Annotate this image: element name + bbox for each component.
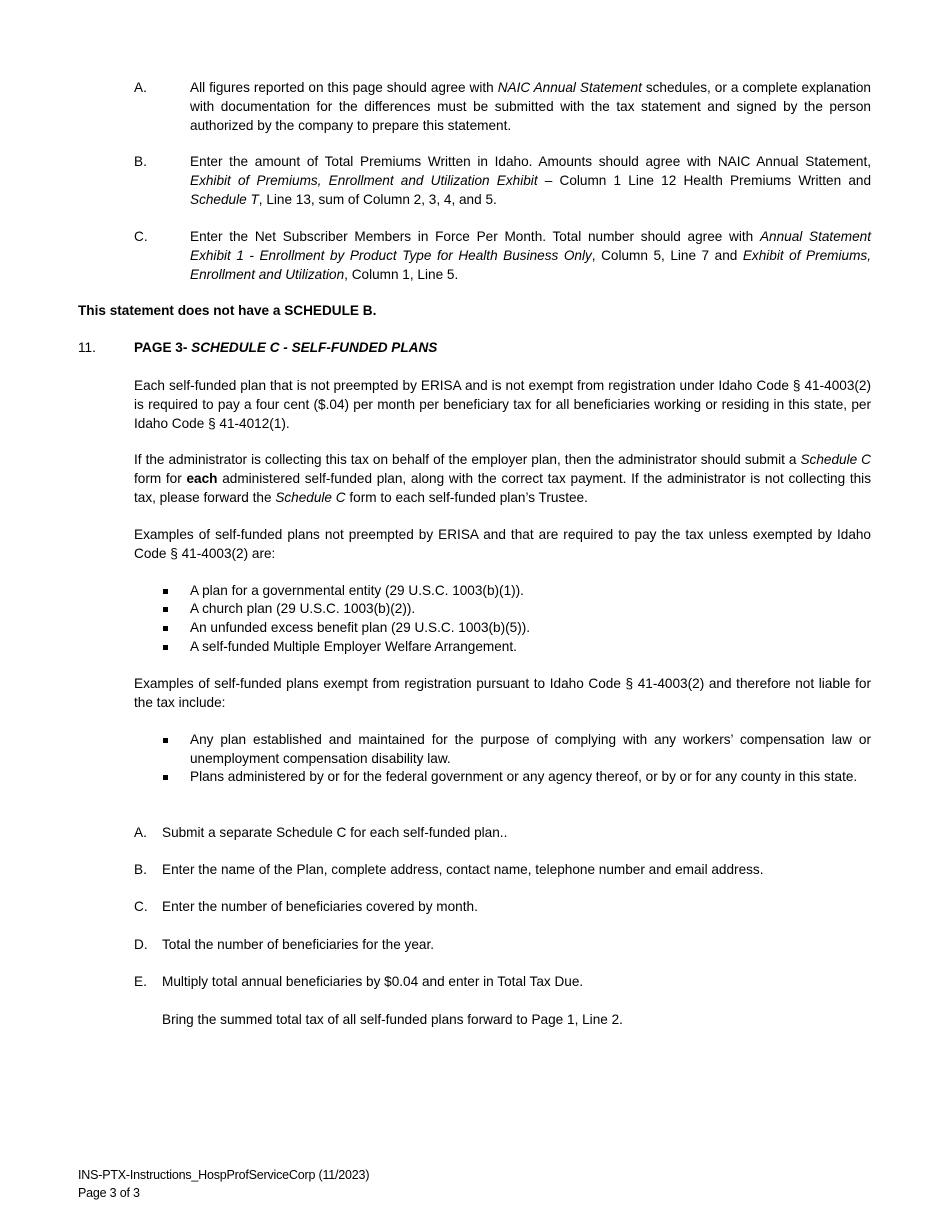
item-letter-a: A. <box>134 80 147 95</box>
paragraph-tax-requirement: Each self-funded plan that is not preempted by ERISA and is not exempt from registration under Idaho Code § 41-4003(2) is required to pay a four cent ($.04) per month per beneficiary tax for all beneficiaries working or residing in this state, per Idaho Code § 41-4012(1). <box>134 378 871 431</box>
item-letter-b: B. <box>134 154 147 169</box>
step-letter-e: E. <box>134 974 147 989</box>
bullet-square-icon <box>163 775 168 780</box>
list-item: A self-funded Multiple Employer Welfare Arrangement. <box>190 639 517 654</box>
step-letter-b: B. <box>134 862 147 877</box>
item-letter-c: C. <box>134 229 148 244</box>
step-text: Enter the name of the Plan, complete address, contact name, telephone number and email address. <box>162 862 764 877</box>
list-item: A plan for a governmental entity (29 U.S.C. 1003(b)(1)). <box>190 583 524 598</box>
list-item: An unfunded excess benefit plan (29 U.S.C. 1003(b)(5)). <box>190 620 531 635</box>
section-number: 11. <box>78 340 96 355</box>
no-schedule-b-note: This statement does not have a SCHEDULE B. <box>78 303 377 318</box>
list-item: Plans administered by or for the federal government or any agency thereof, or by or for any county in this state. <box>190 769 858 784</box>
list-item: Any plan established and maintained for the purpose of complying with any workers’ compensation law or unemployment compensation disability law. <box>190 732 871 766</box>
item-a-text: All figures reported on this page should agree with NAIC Annual Statement schedules, or a complete explanation with documentation for the differences must be submitted with the tax statement and signed by the person authorized by the company to prepare this statement. <box>190 80 871 133</box>
bullet-square-icon <box>163 738 168 743</box>
item-c-text: Enter the Net Subscriber Members in Force Per Month. Total number should agree with Annual Statement Exhibit 1 - Enrollment by Product Type for Health Business Only, Column 5, Line 7 and Exhibit of Premiums, Enrollment and Utilization, Column 1, Line 5. <box>190 229 871 282</box>
footer-page-number: Page 3 of 3 <box>78 1186 140 1200</box>
step-letter-c: C. <box>134 899 148 914</box>
item-b-text: Enter the amount of Total Premiums Written in Idaho. Amounts should agree with NAIC Annual Statement, Exhibit of Premiums, Enrollment and Utilization Exhibit – Column 1 Line 12 Health Premiums Written and Schedule T, Line 13, sum of Column 2, 3, 4, and 5. <box>190 154 872 207</box>
step-text: Multiply total annual beneficiaries by $0.04 and enter in Total Tax Due. <box>162 974 584 989</box>
footer-form-id: INS-PTX-Instructions_HospProfServiceCorp (11/2023) <box>78 1168 370 1182</box>
step-text: Enter the number of beneficiaries covered by month. <box>162 899 478 914</box>
bullet-square-icon <box>163 626 168 631</box>
paragraph-examples-taxable: Examples of self-funded plans not preempted by ERISA and that are required to pay the tax unless exempted by Idaho Code § 41-4003(2) are: <box>134 527 871 561</box>
bullet-square-icon <box>163 645 168 650</box>
bullet-square-icon <box>163 589 168 594</box>
paragraph-examples-exempt: Examples of self-funded plans exempt from registration pursuant to Idaho Code § 41-4003(2) and therefore not liable for the tax include: <box>134 676 871 710</box>
closing-instruction: Bring the summed total tax of all self-funded plans forward to Page 1, Line 2. <box>162 1012 623 1027</box>
bullet-square-icon <box>163 607 168 612</box>
step-letter-d: D. <box>134 937 148 952</box>
step-text: Total the number of beneficiaries for the year. <box>162 937 435 952</box>
step-letter-a: A. <box>134 825 147 840</box>
paragraph-administrator: If the administrator is collecting this tax on behalf of the employer plan, then the administrator should submit a Schedule C form for each administered self-funded plan, along with the correct tax payment. If the administrator is not collecting this tax, please forward the Schedule C form to each self-funded plan’s Trustee. <box>134 452 872 505</box>
section-heading: PAGE 3- SCHEDULE C - SELF-FUNDED PLANS <box>134 340 438 355</box>
step-text: Submit a separate Schedule C for each self-funded plan.. <box>162 825 508 840</box>
list-item: A church plan (29 U.S.C. 1003(b)(2)). <box>190 601 416 616</box>
